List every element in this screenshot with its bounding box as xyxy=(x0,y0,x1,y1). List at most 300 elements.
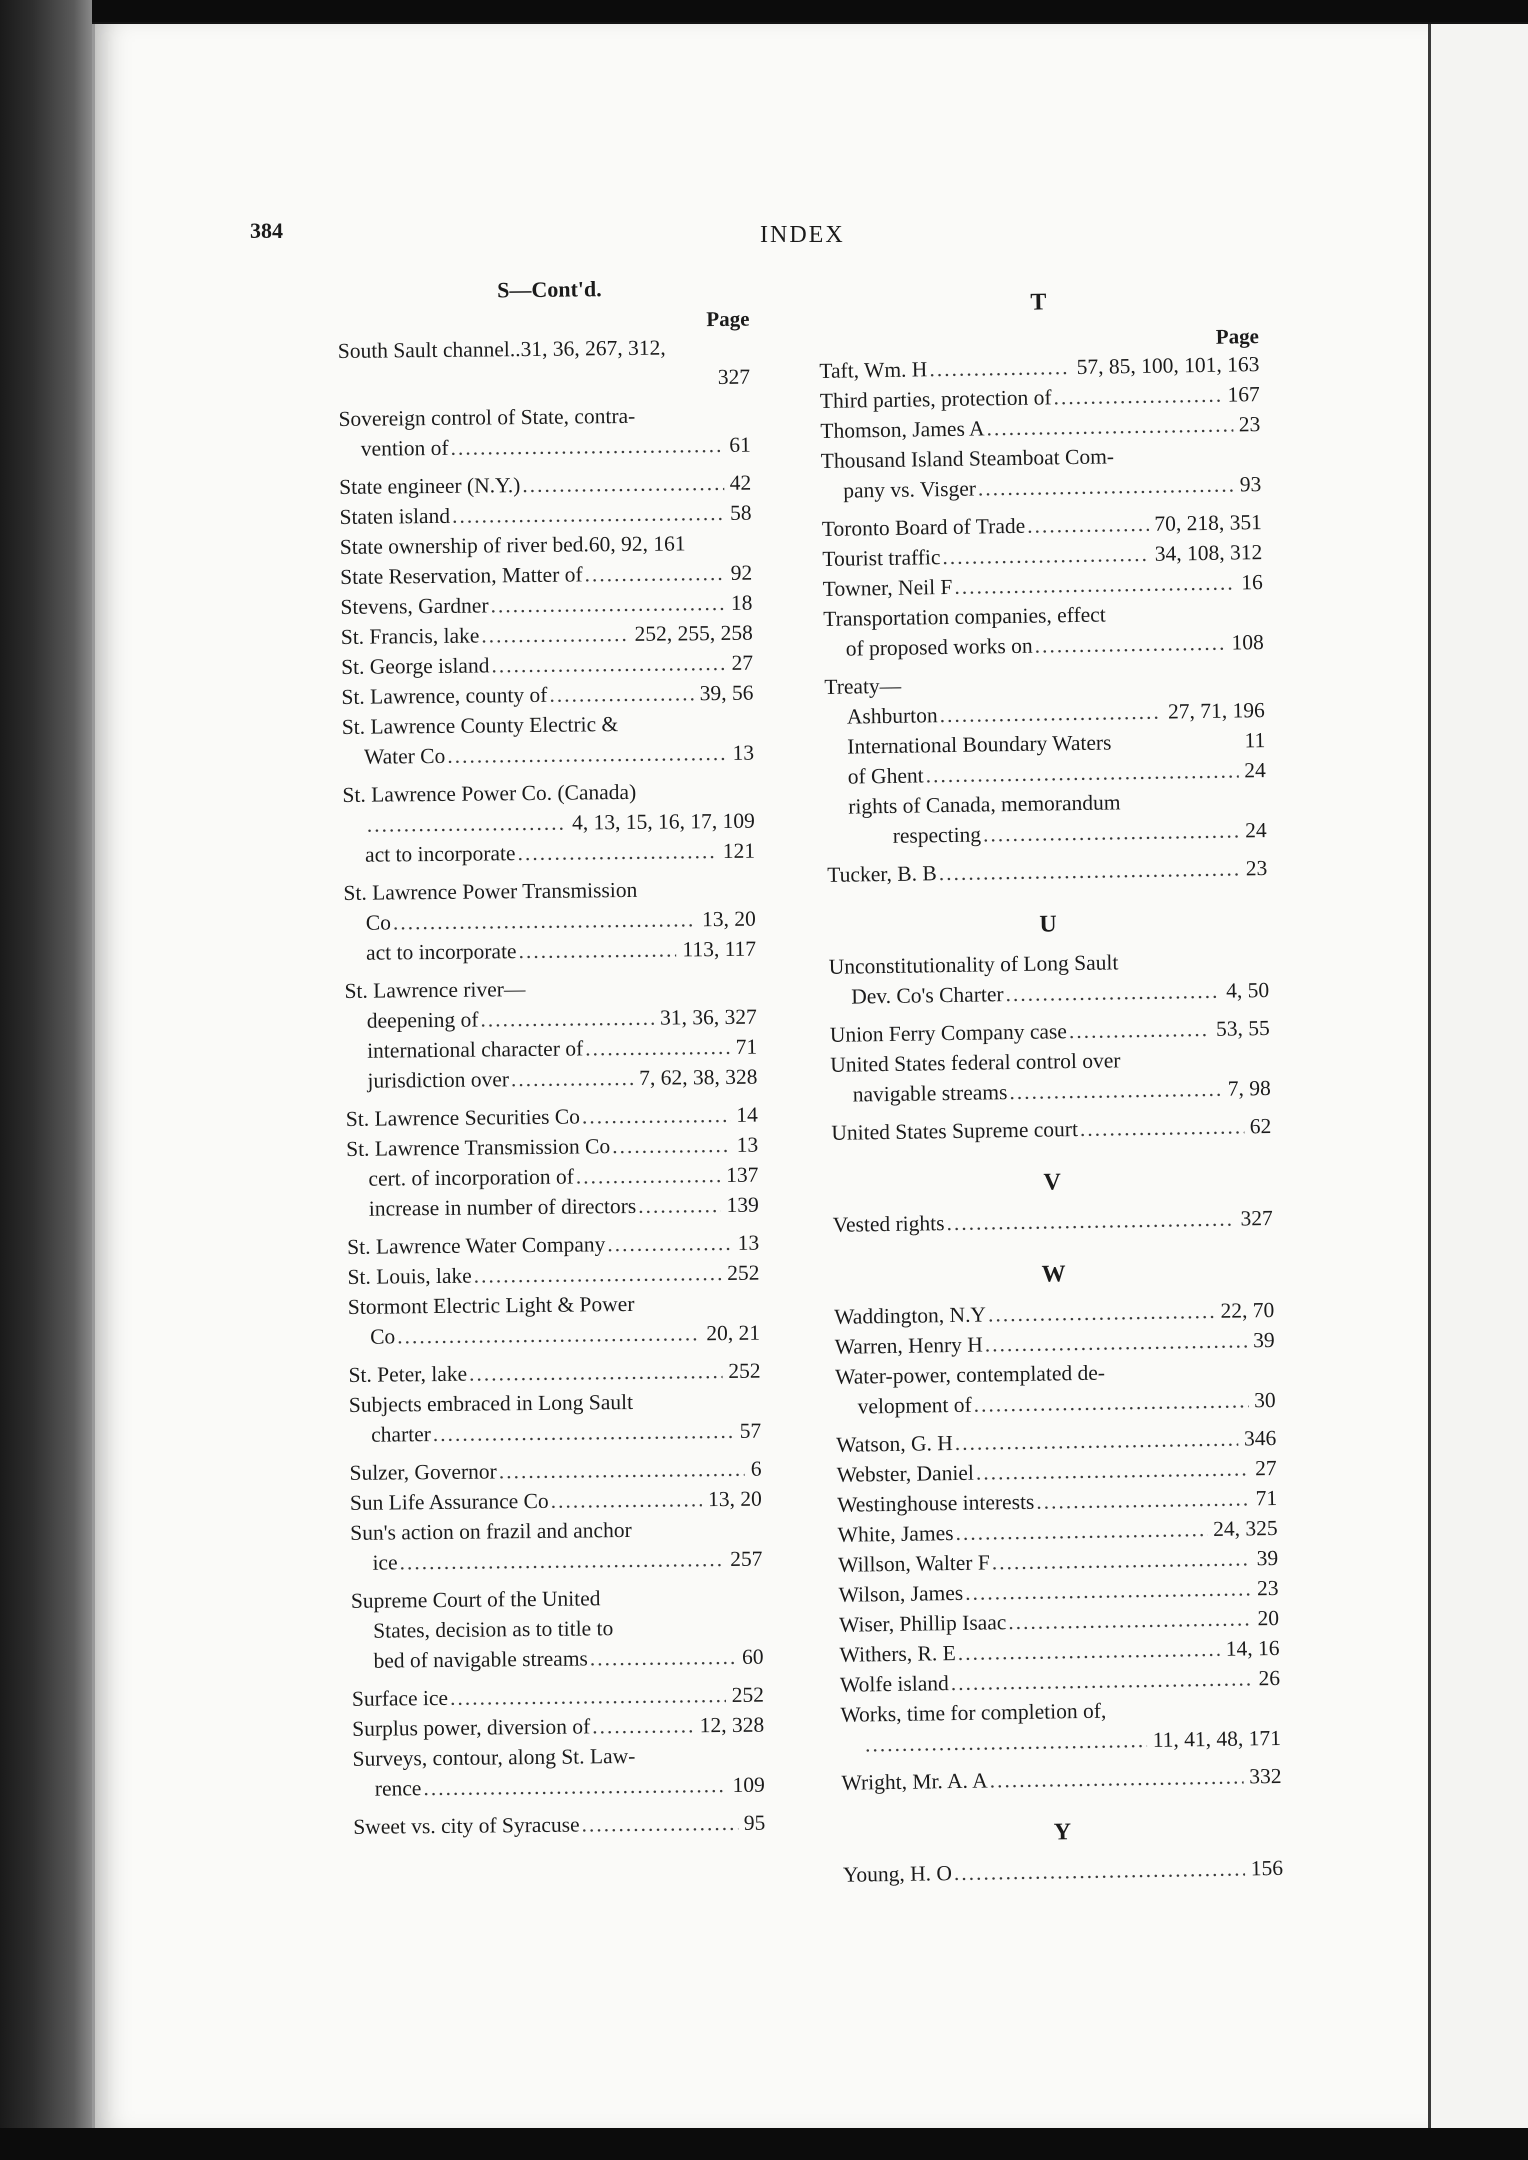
leader-dots xyxy=(518,934,676,966)
leader-dots xyxy=(481,619,629,651)
index-entry xyxy=(346,1100,758,1134)
entry-term: Warren, Henry H xyxy=(834,1332,984,1359)
entry-term: rence xyxy=(374,1776,422,1801)
entry-pages: 24, 325 xyxy=(1212,1515,1278,1541)
entry-term: Vested rights xyxy=(832,1211,945,1237)
leader-dots xyxy=(517,836,717,868)
index-entry xyxy=(352,1680,764,1714)
entry-line xyxy=(340,558,752,592)
index-entry xyxy=(350,1484,762,1518)
index-entry xyxy=(339,468,751,502)
leader-dots xyxy=(988,1296,1215,1330)
entry-term: cert. of incorporation of xyxy=(368,1164,574,1191)
leader-dots xyxy=(397,1318,700,1351)
index-entry xyxy=(347,1228,759,1262)
leader-dots xyxy=(976,1453,1250,1487)
leader-dots xyxy=(939,853,1240,888)
entry-pages: 109 xyxy=(732,1772,765,1797)
index-column-right xyxy=(818,275,1283,1890)
entry-term: velopment of xyxy=(857,1392,972,1419)
index-subentry xyxy=(347,1190,759,1224)
leader-dots xyxy=(447,738,727,771)
leader-dots xyxy=(452,498,724,531)
entry-term: deepening of xyxy=(366,1007,479,1033)
entry-term: Stevens, Gardner xyxy=(340,593,489,619)
entry-pages: 71 xyxy=(1255,1485,1278,1511)
entry-pages: 13 xyxy=(736,1132,759,1157)
entry-term: Co xyxy=(365,910,392,935)
leader-dots xyxy=(1034,628,1225,661)
leader-dots xyxy=(865,1725,1147,1759)
leader-dots xyxy=(954,567,1235,601)
subentry-line: rights of Canada, memorandum xyxy=(848,790,1121,819)
entry-pages: 4, 50 xyxy=(1225,978,1270,1003)
entry-term: St. Francis, lake xyxy=(340,623,480,649)
entry-pages: 6 xyxy=(750,1456,762,1481)
leader-dots xyxy=(393,904,696,937)
leader-dots xyxy=(576,1160,721,1192)
entry-line: St. Lawrence Power Co. (Canada) xyxy=(342,779,637,807)
entry-pages: 113, 117 xyxy=(682,936,757,962)
entry-pages: 27, 71, 196 xyxy=(1167,698,1265,724)
index-entry xyxy=(821,439,1262,506)
entry-term: of proposed works on xyxy=(845,633,1033,661)
entry-pages: 327 xyxy=(1240,1205,1273,1231)
entry-pages: 18 xyxy=(730,590,753,615)
entry-pages: 39 xyxy=(1252,1327,1275,1353)
entry-term: Sun Life Assurance Co xyxy=(349,1488,549,1515)
entry-pages: 39 xyxy=(1256,1545,1279,1571)
entry-continuation xyxy=(351,1642,763,1676)
index-subentry xyxy=(344,934,756,968)
entry-line xyxy=(346,1100,758,1134)
section-heading-s-contd: S—Cont'd. xyxy=(497,276,602,303)
entry-term: of Ghent xyxy=(847,763,924,789)
entry-term: navigable streams xyxy=(852,1080,1008,1107)
entry-pages: 121 xyxy=(722,838,756,863)
entry-term: St. Lawrence, county of xyxy=(341,682,548,709)
entry-term: State engineer (N.Y.) xyxy=(339,473,521,499)
index-entry xyxy=(340,528,752,562)
entry-line: United States federal control over xyxy=(830,1048,1121,1077)
page-column-label: Page xyxy=(706,306,750,332)
entry-continuation xyxy=(349,1416,761,1450)
leader-dots xyxy=(973,1385,1248,1419)
entry-term: Dev. Co's Charter xyxy=(851,982,1004,1009)
leader-dots xyxy=(1080,1111,1244,1144)
entry-pages: 252 xyxy=(728,1358,761,1383)
index-entry xyxy=(338,400,751,464)
entry-pages: 23 xyxy=(1256,1575,1279,1601)
entry-term: Wolfe island xyxy=(839,1671,949,1697)
index-entry xyxy=(353,1808,765,1842)
entry-pages: 27 xyxy=(1254,1455,1277,1481)
entry-term: Wilson, James xyxy=(838,1580,964,1607)
entry-term: Towner, Neil F xyxy=(822,574,953,601)
index-subentry xyxy=(343,836,755,870)
entry-pages: 13, 20 xyxy=(701,906,756,932)
entry-pages: 252 xyxy=(731,1682,765,1707)
entry-pages: 70, 218, 351 xyxy=(1154,510,1263,536)
entry-line: St. Lawrence Power Transmission xyxy=(343,877,638,905)
entry-continuation: States, decision as to title to xyxy=(373,1616,614,1643)
entry-line: Water-power, contemplated de- xyxy=(835,1360,1106,1389)
entry-pages: 71 xyxy=(735,1034,758,1059)
entry-line: Sun's action on frazil and anchor xyxy=(350,1517,632,1545)
entry-pages: 139 xyxy=(726,1192,759,1217)
entry-term: Tourist traffic xyxy=(822,545,941,571)
leader-dots xyxy=(638,1190,721,1221)
leader-dots xyxy=(989,1762,1243,1796)
leader-dots xyxy=(585,1032,730,1064)
leader-dots xyxy=(592,1710,694,1741)
entry-term: increase in number of directors xyxy=(368,1193,637,1221)
entry-term: Waddington, N.Y xyxy=(834,1302,987,1329)
entry-term: Third parties, protection of xyxy=(819,385,1052,413)
entry-line xyxy=(347,1228,759,1262)
entry-term: White, James xyxy=(837,1521,954,1547)
index-entry xyxy=(823,597,1264,664)
entry-term: Wiser, Phillip Isaac xyxy=(838,1610,1007,1637)
entry-pages: 24 xyxy=(1244,758,1266,783)
entry-line xyxy=(350,1484,762,1518)
entry-term: Willson, Walter F xyxy=(837,1550,991,1577)
leader-dots xyxy=(423,1770,727,1803)
entry-pages: 26 xyxy=(1258,1665,1281,1691)
entry-term: pany vs. Visger xyxy=(843,476,977,503)
entry-line xyxy=(348,1356,760,1390)
leader-dots xyxy=(581,1808,738,1840)
entry-pages: 95 xyxy=(743,1810,766,1835)
subentry-line xyxy=(367,1062,757,1096)
entry-pages: 346 xyxy=(1243,1425,1277,1451)
index-entry xyxy=(349,1454,761,1488)
index-subentry xyxy=(345,1062,757,1096)
leader-dots xyxy=(951,1663,1253,1698)
index-entries-s xyxy=(338,332,766,1842)
entry-pages: 22, 70 xyxy=(1220,1297,1275,1323)
entry-pages: 31, 36, 327 xyxy=(659,1004,757,1030)
index-column-left xyxy=(337,270,765,1842)
entry-term: St. George island xyxy=(340,653,490,679)
section-heading-t: T xyxy=(1030,289,1047,316)
facing-page-edge xyxy=(1428,24,1528,2129)
index-entry xyxy=(348,1288,761,1352)
entry-pages: 34, 108, 312 xyxy=(1154,540,1263,566)
index-entry xyxy=(348,1356,760,1390)
entry-pages: 11 xyxy=(1244,728,1266,753)
leader-dots xyxy=(522,468,724,500)
index-entries-w xyxy=(834,1295,1282,1798)
entry-pages: 252 xyxy=(727,1260,760,1285)
entry-pages: 23 xyxy=(1238,412,1261,437)
index-entry xyxy=(341,618,753,652)
entry-term: Young, H. O xyxy=(842,1861,953,1887)
leader-dots xyxy=(582,1100,731,1132)
entry-term: Sweet vs. city of Syracuse xyxy=(353,1812,580,1839)
entry-pages: 14, 16 xyxy=(1225,1635,1280,1661)
entry-pages: 93 xyxy=(1239,472,1262,497)
entry-line: Surveys, contour, along St. Law- xyxy=(352,1743,636,1771)
scan-border-top xyxy=(0,0,1528,22)
index-entries-t xyxy=(819,349,1267,890)
entry-term: Wright, Mr. A. A xyxy=(841,1768,988,1795)
index-entry xyxy=(840,1693,1281,1760)
leader-dots xyxy=(399,1544,724,1577)
entry-pages: 27 xyxy=(731,650,754,675)
entry-pages: 257 xyxy=(730,1546,763,1571)
leader-dots xyxy=(1053,380,1222,413)
leader-dots xyxy=(469,1356,722,1389)
index-entry xyxy=(340,558,752,592)
entry-pages: 7, 98 xyxy=(1227,1075,1271,1101)
page-number: 384 xyxy=(250,218,283,243)
leader-dots xyxy=(1036,1483,1250,1516)
section-heading-y: Y xyxy=(1053,1819,1072,1846)
entry-term: St. Peter, lake xyxy=(348,1361,468,1387)
entry-line: Unconstitutionality of Long Sault xyxy=(828,950,1119,979)
entry-line xyxy=(349,1454,761,1488)
entry-continuation: 327 xyxy=(717,364,751,390)
leader-dots xyxy=(491,648,726,680)
entry-term: Sulzer, Governor xyxy=(349,1459,497,1485)
entry-pages: 60 xyxy=(741,1644,764,1669)
entry-term: bed of navigable streams xyxy=(373,1646,588,1673)
entry-term: St. Louis, lake xyxy=(347,1263,472,1289)
entry-pages: 14 xyxy=(736,1102,758,1127)
index-subentry xyxy=(346,1160,758,1194)
entry-pages: 16 xyxy=(1241,570,1263,595)
entry-term: respecting xyxy=(892,822,982,848)
entry-pages: 4, 13, 15, 16, 17, 109 xyxy=(571,808,755,835)
entry-pages: 58 xyxy=(729,500,752,525)
entry-line: St. Lawrence river— xyxy=(344,977,526,1003)
entry-term: St. Lawrence Water Company xyxy=(347,1232,606,1259)
entry-pages: 53, 55 xyxy=(1215,1015,1270,1041)
index-entry xyxy=(343,874,756,968)
section-heading-v: V xyxy=(1043,1169,1062,1196)
index-entry xyxy=(344,972,757,1096)
entry-line: South Sault channel..31, 36, 267, 312, xyxy=(337,335,666,363)
leader-dots xyxy=(551,1484,703,1516)
index-subentry xyxy=(826,785,1267,852)
leader-dots xyxy=(965,1573,1251,1607)
page-column-label: Page xyxy=(1215,324,1260,349)
leader-dots xyxy=(983,815,1240,849)
leader-dots xyxy=(939,697,1162,730)
entry-term: jurisdiction over xyxy=(367,1067,510,1093)
index-entry xyxy=(351,1582,764,1676)
entry-line: Treaty— xyxy=(824,673,902,699)
leader-dots xyxy=(1005,976,1220,1009)
leader-dots xyxy=(946,1204,1235,1239)
entry-term: Staten island xyxy=(339,503,451,529)
entry-pages: 20, 21 xyxy=(706,1320,761,1346)
entry-term: Thomson, James A xyxy=(820,416,985,443)
entry-term: act to incorporate xyxy=(365,939,517,965)
entry-line: Thousand Island Steamboat Com- xyxy=(820,444,1115,473)
subentry-line xyxy=(367,1032,757,1066)
entry-term: International Boundary Waters xyxy=(847,730,1112,759)
index-entry xyxy=(349,1386,762,1450)
entry-line xyxy=(341,648,753,682)
index-entry xyxy=(830,1043,1271,1110)
entry-pages: 23 xyxy=(1245,856,1268,881)
leader-dots xyxy=(955,1514,1207,1548)
leader-dots xyxy=(985,1325,1248,1359)
leader-dots xyxy=(590,1642,736,1674)
entry-continuation xyxy=(353,1770,765,1804)
leader-dots xyxy=(474,1258,722,1291)
entry-pages: 57 xyxy=(739,1418,762,1443)
entry-pages: 252, 255, 258 xyxy=(634,620,753,646)
entry-term: Watson, G. H xyxy=(836,1431,953,1457)
index-entry xyxy=(340,588,752,622)
entry-pages: 62 xyxy=(1249,1113,1272,1139)
index-entry xyxy=(829,945,1270,1012)
leader-dots xyxy=(612,1130,731,1161)
leader-dots xyxy=(450,1680,726,1713)
entry-pages: 20 xyxy=(1257,1605,1280,1631)
entry-term: St. Lawrence Transmission Co xyxy=(346,1134,611,1161)
leader-dots xyxy=(957,1634,1220,1668)
entry-term: act to incorporate xyxy=(364,841,516,867)
leader-dots xyxy=(433,1416,734,1449)
entry-term: Water Co xyxy=(363,743,446,769)
entry-line xyxy=(346,1130,758,1164)
leader-dots xyxy=(955,1424,1239,1458)
leader-dots xyxy=(511,1063,634,1094)
leader-dots xyxy=(490,588,725,620)
entry-pages: 92 xyxy=(730,560,753,585)
section-heading-w: W xyxy=(1041,1261,1066,1288)
entry-line: Transportation companies, effect xyxy=(823,602,1106,631)
leader-dots xyxy=(367,808,567,840)
entry-term: international character of xyxy=(367,1036,584,1063)
entry-term: State Reservation, Matter of xyxy=(340,562,583,589)
entry-pages: 13 xyxy=(732,740,755,765)
entry-pages: 167 xyxy=(1227,382,1261,407)
entry-term: Withers, R. E xyxy=(839,1641,956,1667)
entry-term: Taft, Wm. H xyxy=(819,357,928,383)
leader-dots xyxy=(549,678,694,710)
entry-pages: 11, 41, 48, 171 xyxy=(1152,1725,1282,1752)
leader-dots xyxy=(1008,1603,1252,1637)
scan-border-bottom xyxy=(0,2128,1528,2160)
index-entry xyxy=(342,776,755,870)
entry-line: Sovereign control of State, contra- xyxy=(338,403,636,431)
entry-continuation xyxy=(344,904,756,938)
entry-pages: 42 xyxy=(729,470,752,495)
entry-term: Webster, Daniel xyxy=(836,1460,975,1487)
entry-line xyxy=(353,1808,765,1842)
index-entry xyxy=(352,1710,764,1744)
entry-pages: 13, 20 xyxy=(707,1486,762,1512)
index-subentry xyxy=(345,1002,757,1036)
entry-line: Works, time for completion of, xyxy=(840,1698,1107,1727)
entry-pages: 39, 56 xyxy=(699,680,754,706)
entry-line xyxy=(352,1710,764,1744)
leader-dots xyxy=(584,558,724,589)
entry-pages: 108 xyxy=(1231,630,1264,655)
entry-term: Union Ferry Company case xyxy=(829,1019,1068,1047)
subentry-line xyxy=(365,836,755,870)
entry-line xyxy=(347,1258,759,1292)
index-entry xyxy=(341,648,753,682)
leader-dots xyxy=(978,469,1234,503)
entry-term: charter xyxy=(371,1422,431,1447)
index-entry xyxy=(352,1740,765,1804)
entry-line xyxy=(341,618,753,652)
entry-term: Co xyxy=(370,1324,396,1349)
entry-line: State ownership of river bed.60, 92, 161 xyxy=(339,531,686,559)
leader-dots xyxy=(1009,1074,1222,1107)
subentry-line xyxy=(369,1190,759,1224)
section-heading-u: U xyxy=(1039,911,1057,938)
entry-pages: 137 xyxy=(726,1162,759,1187)
leader-dots xyxy=(499,1454,745,1487)
entry-line xyxy=(352,1680,764,1714)
leader-dots xyxy=(1069,1014,1211,1046)
leader-dots xyxy=(986,410,1233,444)
entry-term: Tucker, B. B xyxy=(827,861,937,887)
subentry-line xyxy=(367,1002,757,1036)
leader-dots xyxy=(925,755,1238,790)
leader-dots xyxy=(992,1543,1251,1577)
leader-dots xyxy=(1027,509,1149,541)
index-entry xyxy=(346,1130,759,1224)
entry-pages: 30 xyxy=(1253,1387,1276,1413)
running-head: INDEX xyxy=(760,222,845,248)
index-entry xyxy=(338,332,751,396)
entry-continuation xyxy=(339,430,751,464)
entry-term: Ashburton xyxy=(846,703,938,729)
entry-pages: 13 xyxy=(737,1230,760,1255)
entry-line xyxy=(339,468,751,502)
leader-dots xyxy=(929,352,1071,384)
entry-term: Surplus power, diversion of xyxy=(352,1714,591,1741)
index-entry xyxy=(341,678,753,712)
book-spine-edge xyxy=(0,0,92,2160)
entry-line xyxy=(339,498,751,532)
entry-line xyxy=(340,588,752,622)
entry-term: United States Supreme court xyxy=(831,1117,1079,1145)
leader-dots xyxy=(954,1853,1245,1888)
index-entry xyxy=(835,1355,1276,1422)
entry-term: Surface ice xyxy=(351,1685,449,1711)
entry-pages: 12, 328 xyxy=(699,1712,765,1738)
subentry-line xyxy=(368,1160,758,1194)
index-entry xyxy=(339,498,751,532)
entry-line: Supreme Court of the United xyxy=(350,1586,601,1613)
leader-dots xyxy=(942,539,1149,572)
leader-dots xyxy=(607,1228,732,1259)
leader-dots xyxy=(480,1003,654,1035)
entry-pages: 24 xyxy=(1244,818,1267,843)
entry-term: ice xyxy=(372,1550,398,1575)
entry-continuation xyxy=(343,806,755,840)
index-entry xyxy=(350,1514,763,1578)
subentry-line xyxy=(366,934,756,968)
index-entry xyxy=(824,665,1267,852)
entry-pages: 7, 62, 38, 328 xyxy=(639,1064,758,1090)
entry-line: Subjects embraced in Long Sault xyxy=(348,1389,634,1417)
entry-continuation xyxy=(350,1544,762,1578)
entry-line xyxy=(341,678,753,712)
index-entry xyxy=(342,708,755,772)
entry-continuation xyxy=(342,738,754,772)
entry-continuation xyxy=(348,1318,760,1352)
